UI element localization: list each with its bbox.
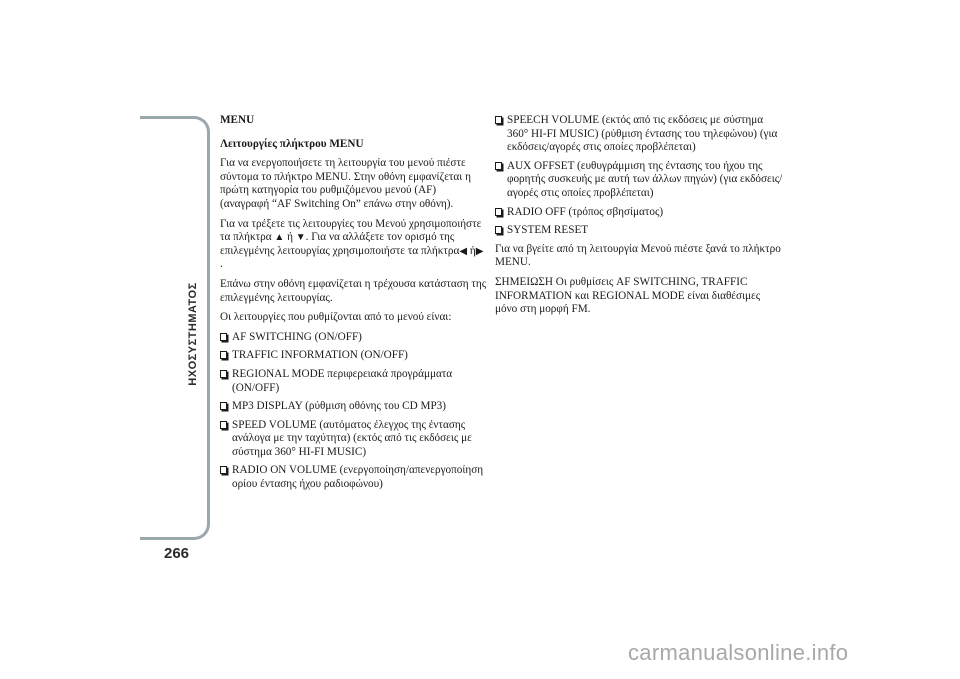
arrow-down-icon: ▼ [295,232,306,244]
section-heading: MENU [220,114,255,126]
right-column [495,114,785,323]
checkbox-bullet-icon [220,351,227,359]
watermark-text: carmanualsonline.info [628,640,849,665]
checkbox-bullet-icon [220,402,227,410]
list-item: MP3 DISPLAY (ρύθμιση οθόνης του CD MP3) [220,400,488,414]
note-paragraph: ΣΗΜΕΙΩΣΗ Οι ρυθμίσεις AF SWITCHING, TRAFFIC INFORMATION και REGIONAL MODE είναι διαθέσιμες μόνο στη μορφή FM. [495,275,761,316]
checkbox-bullet-icon [495,208,502,216]
checkbox-bullet-icon [220,370,227,378]
arrow-right-icon: ▶ [475,245,484,257]
checkbox-bullet-icon [220,466,227,474]
intro-paragraph: Για να ενεργοποιήσετε τη λειτουργία του μενού πιέστε σύντομα το πλήκτρο MENU. Στην οθόνη εμφανίζεται η πρώτη κατηγορία του ρυθμιζόμενου μενού (AF) (αναγραφή “AF Switching On” επάνω στην οθόνη). [220,157,471,210]
arrow-up-icon: ▲ [274,232,285,244]
list-item: SPEED VOLUME (αυτόματος έλεγχος της έντασης ανάλογα με την ταχύτητα) (εκτός από τις εκδόσεις με σύστημα 360° HI-FI MUSIC) [220,419,488,460]
list-item: RADIO OFF (τρόπος σβησίματος) [495,206,785,220]
checkbox-bullet-icon [495,226,502,234]
list-item: RADIO ON VOLUME (ενεργοποίηση/απενεργοποίηση ορίου έντασης ήχου ραδιοφώνου) [220,464,488,491]
checkbox-bullet-icon [220,421,227,429]
exit-paragraph: Για να βγείτε από τη λειτουργία Μενού πιέστε ξανά το πλήκτρο MENU. [495,242,781,269]
checkbox-bullet-icon [495,162,502,170]
functions-intro: Οι λειτουργίες που ρυθμίζονται από το μενού είναι: [220,311,452,324]
list-item: AUX OFFSET (ευθυγράμμιση της έντασης του ήχου της φορητής συσκευής με αυτή των άλλων πηγών) (για εκδόσεις/αγορές στις οποίες προβλέπεται) [495,160,785,201]
checkbox-bullet-icon [220,333,227,341]
navigation-paragraph: Για να τρέξετε τις λειτουργίες του Μενού χρησιμοποιήστε τα πλήκτρα ▲ ή ▼. Για να αλλάξετε τον ορισμό της επιλεγμένης λειτουργίας χρησιμοποιήστε τα πλήκτρα◀ ή▶ . [220,217,484,271]
list-item: SYSTEM RESET [495,224,785,238]
list-item: REGIONAL MODE περιφερειακά προγράμματα (ON/OFF) [220,368,488,395]
arrow-left-icon: ◀ [459,245,468,257]
list-item: AF SWITCHING (ON/OFF) [220,331,488,345]
section-label: ΗΧΟΣΥΣΤΗΜΑΤΟΣ [187,282,199,386]
checkbox-bullet-icon [495,116,502,124]
status-paragraph: Επάνω στην οθόνη εμφανίζεται η τρέχουσα κατάσταση της επιλεγμένης λειτουργίας. [220,277,487,304]
page-side-frame [140,116,210,540]
list-item: TRAFFIC INFORMATION (ON/OFF) [220,349,488,363]
list-item: SPEECH VOLUME (εκτός από τις εκδόσεις με σύστημα 360° HI-FI MUSIC) (ρύθμιση έντασης του τηλεφώνου) (για εκδόσεις/αγορές στις οποίες προβλέπεται) [495,114,785,155]
page-number: 266 [164,545,190,562]
section-subheading: Λειτουργίες πλήκτρου MENU [220,137,364,150]
left-column [220,114,488,497]
